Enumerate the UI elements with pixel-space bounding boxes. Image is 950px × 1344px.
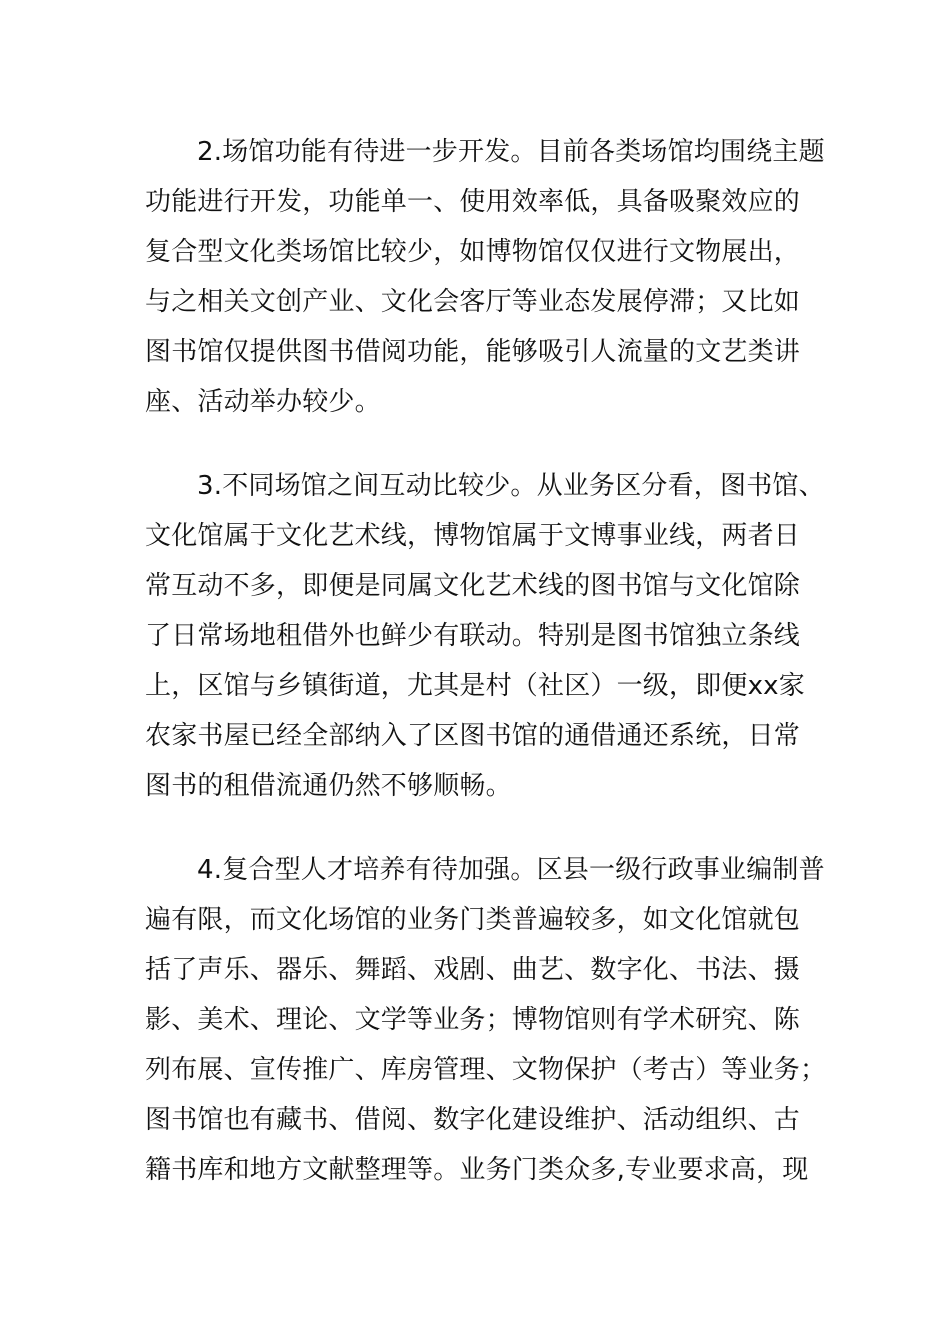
paragraph-line: 文化馆属于文化艺术线，博物馆属于文博事业线，两者日 <box>145 521 801 551</box>
paragraph-line: 4.复合型人才培养有待加强。区县一级行政事业编制普 <box>197 855 825 885</box>
paragraph-line: 籍书库和地方文献整理等。业务门类众多,专业要求高，现 <box>145 1155 809 1185</box>
paragraph-line: 括了声乐、器乐、舞蹈、戏剧、曲艺、数字化、书法、摄 <box>145 955 801 985</box>
paragraph-line: 图书馆仅提供图书借阅功能，能够吸引人流量的文艺类讲 <box>145 337 801 367</box>
paragraph-line: 座、活动举办较少。 <box>145 387 381 417</box>
paragraph-line: 3.不同场馆之间互动比较少。从业务区分看，图书馆、 <box>197 471 825 501</box>
paragraph-line: 影、美术、理论、文学等业务；博物馆则有学术研究、陈 <box>145 1005 801 1035</box>
paragraph-line: 常互动不多，即便是同属文化艺术线的图书馆与文化馆除 <box>145 571 801 601</box>
paragraph-line: 列布展、宣传推广、库房管理、文物保护（考古）等业务； <box>145 1055 827 1085</box>
paragraph-line: 了日常场地租借外也鲜少有联动。特别是图书馆独立条线 <box>145 621 801 651</box>
paragraph-line: 与之相关文创产业、文化会客厅等业态发展停滞；又比如 <box>145 287 801 317</box>
paragraph-line: 功能进行开发，功能单一、使用效率低，具备吸聚效应的 <box>145 187 801 217</box>
paragraph-line: 上，区馆与乡镇街道，尤其是村（社区）一级，即便xx家 <box>145 671 805 701</box>
paragraph-line: 图书馆也有藏书、借阅、数字化建设维护、活动组织、古 <box>145 1105 801 1135</box>
paragraph-line: 农家书屋已经全部纳入了区图书馆的通借通还系统，日常 <box>145 721 801 751</box>
paragraph-line: 2.场馆功能有待进一步开发。目前各类场馆均围绕主题 <box>197 137 825 167</box>
paragraph-line: 复合型文化类场馆比较少，如博物馆仅仅进行文物展出， <box>145 237 801 267</box>
paragraph-line: 遍有限，而文化场馆的业务门类普遍较多，如文化馆就包 <box>145 905 801 935</box>
paragraph-line: 图书的租借流通仍然不够顺畅。 <box>145 771 512 801</box>
